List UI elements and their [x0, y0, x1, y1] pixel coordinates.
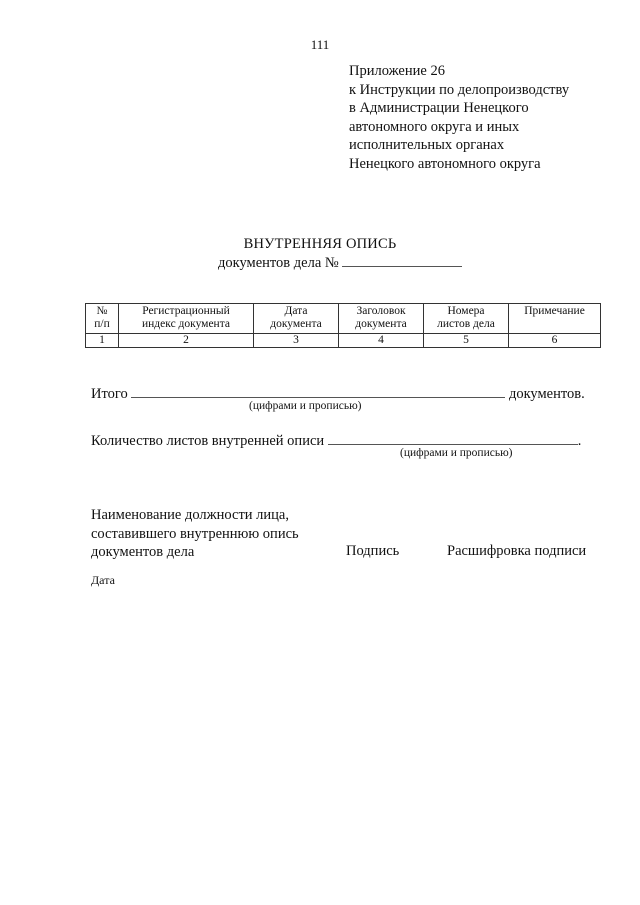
header-cell-reg-index [119, 304, 254, 334]
total-hint: (цифрами и прописью) [249, 400, 362, 412]
header-cell-note [509, 304, 601, 334]
sheets-blank [328, 430, 578, 445]
total-blank [131, 383, 505, 398]
table-header-row [86, 304, 601, 334]
header-text: Регистрационный [142, 305, 230, 317]
total-label: Итого [91, 386, 128, 402]
header-cell-heading [339, 304, 424, 334]
document-subtitle [218, 253, 462, 272]
header-cell-number [86, 304, 119, 334]
header-cell-sheets [424, 304, 509, 334]
column-number: 2 [119, 334, 254, 348]
signature-block [91, 506, 299, 562]
position-line: Наименование должности лица, [91, 507, 289, 523]
position-line: документов дела [91, 544, 195, 560]
header-text: Примечание [524, 305, 585, 317]
position-line: составившего внутреннюю опись [91, 525, 299, 542]
header-text: индекс документа [142, 318, 230, 330]
table-number-row [86, 334, 601, 348]
subtitle-text: документов дела № [218, 255, 339, 271]
sheets-hint: (цифрами и прописью) [400, 447, 513, 459]
header-text: п/п [94, 318, 110, 330]
document-title: ВНУТРЕННЯЯ ОПИСЬ [243, 236, 397, 252]
appendix-line: автономного округа и иных [349, 118, 520, 135]
date-label: Дата [91, 573, 115, 587]
column-number: 4 [339, 334, 424, 348]
header-text: документа [355, 318, 407, 330]
header-text: Заголовок [356, 305, 406, 317]
signature-label: Подпись [346, 543, 400, 559]
appendix-note [349, 62, 569, 173]
header-text: Номера [447, 305, 485, 317]
header-cell-date [254, 304, 339, 334]
header-text: Дата [284, 305, 308, 317]
header-text: листов дела [437, 318, 495, 330]
case-number-blank [342, 253, 462, 267]
appendix-line: к Инструкции по делопроизводству [349, 81, 570, 98]
sheets-suffix: . [577, 433, 582, 449]
inventory-table [85, 303, 601, 348]
column-number: 3 [254, 334, 339, 348]
column-number: 1 [86, 334, 119, 348]
column-number: 5 [424, 334, 509, 348]
signature-decoding-label: Расшифровка подписи [447, 543, 587, 559]
page-number: 111 [310, 37, 330, 52]
appendix-line: в Администрации Ненецкого [349, 100, 529, 116]
appendix-line: исполнительных органах [349, 137, 505, 153]
column-number: 6 [509, 334, 601, 348]
header-text: документа [270, 318, 322, 330]
header-text: № [96, 305, 108, 317]
total-suffix: документов. [508, 386, 585, 402]
appendix-line: Приложение 26 [349, 63, 445, 79]
appendix-line: Ненецкого автономного округа [349, 155, 541, 172]
sheets-label: Количество листов внутренней описи [91, 433, 325, 449]
